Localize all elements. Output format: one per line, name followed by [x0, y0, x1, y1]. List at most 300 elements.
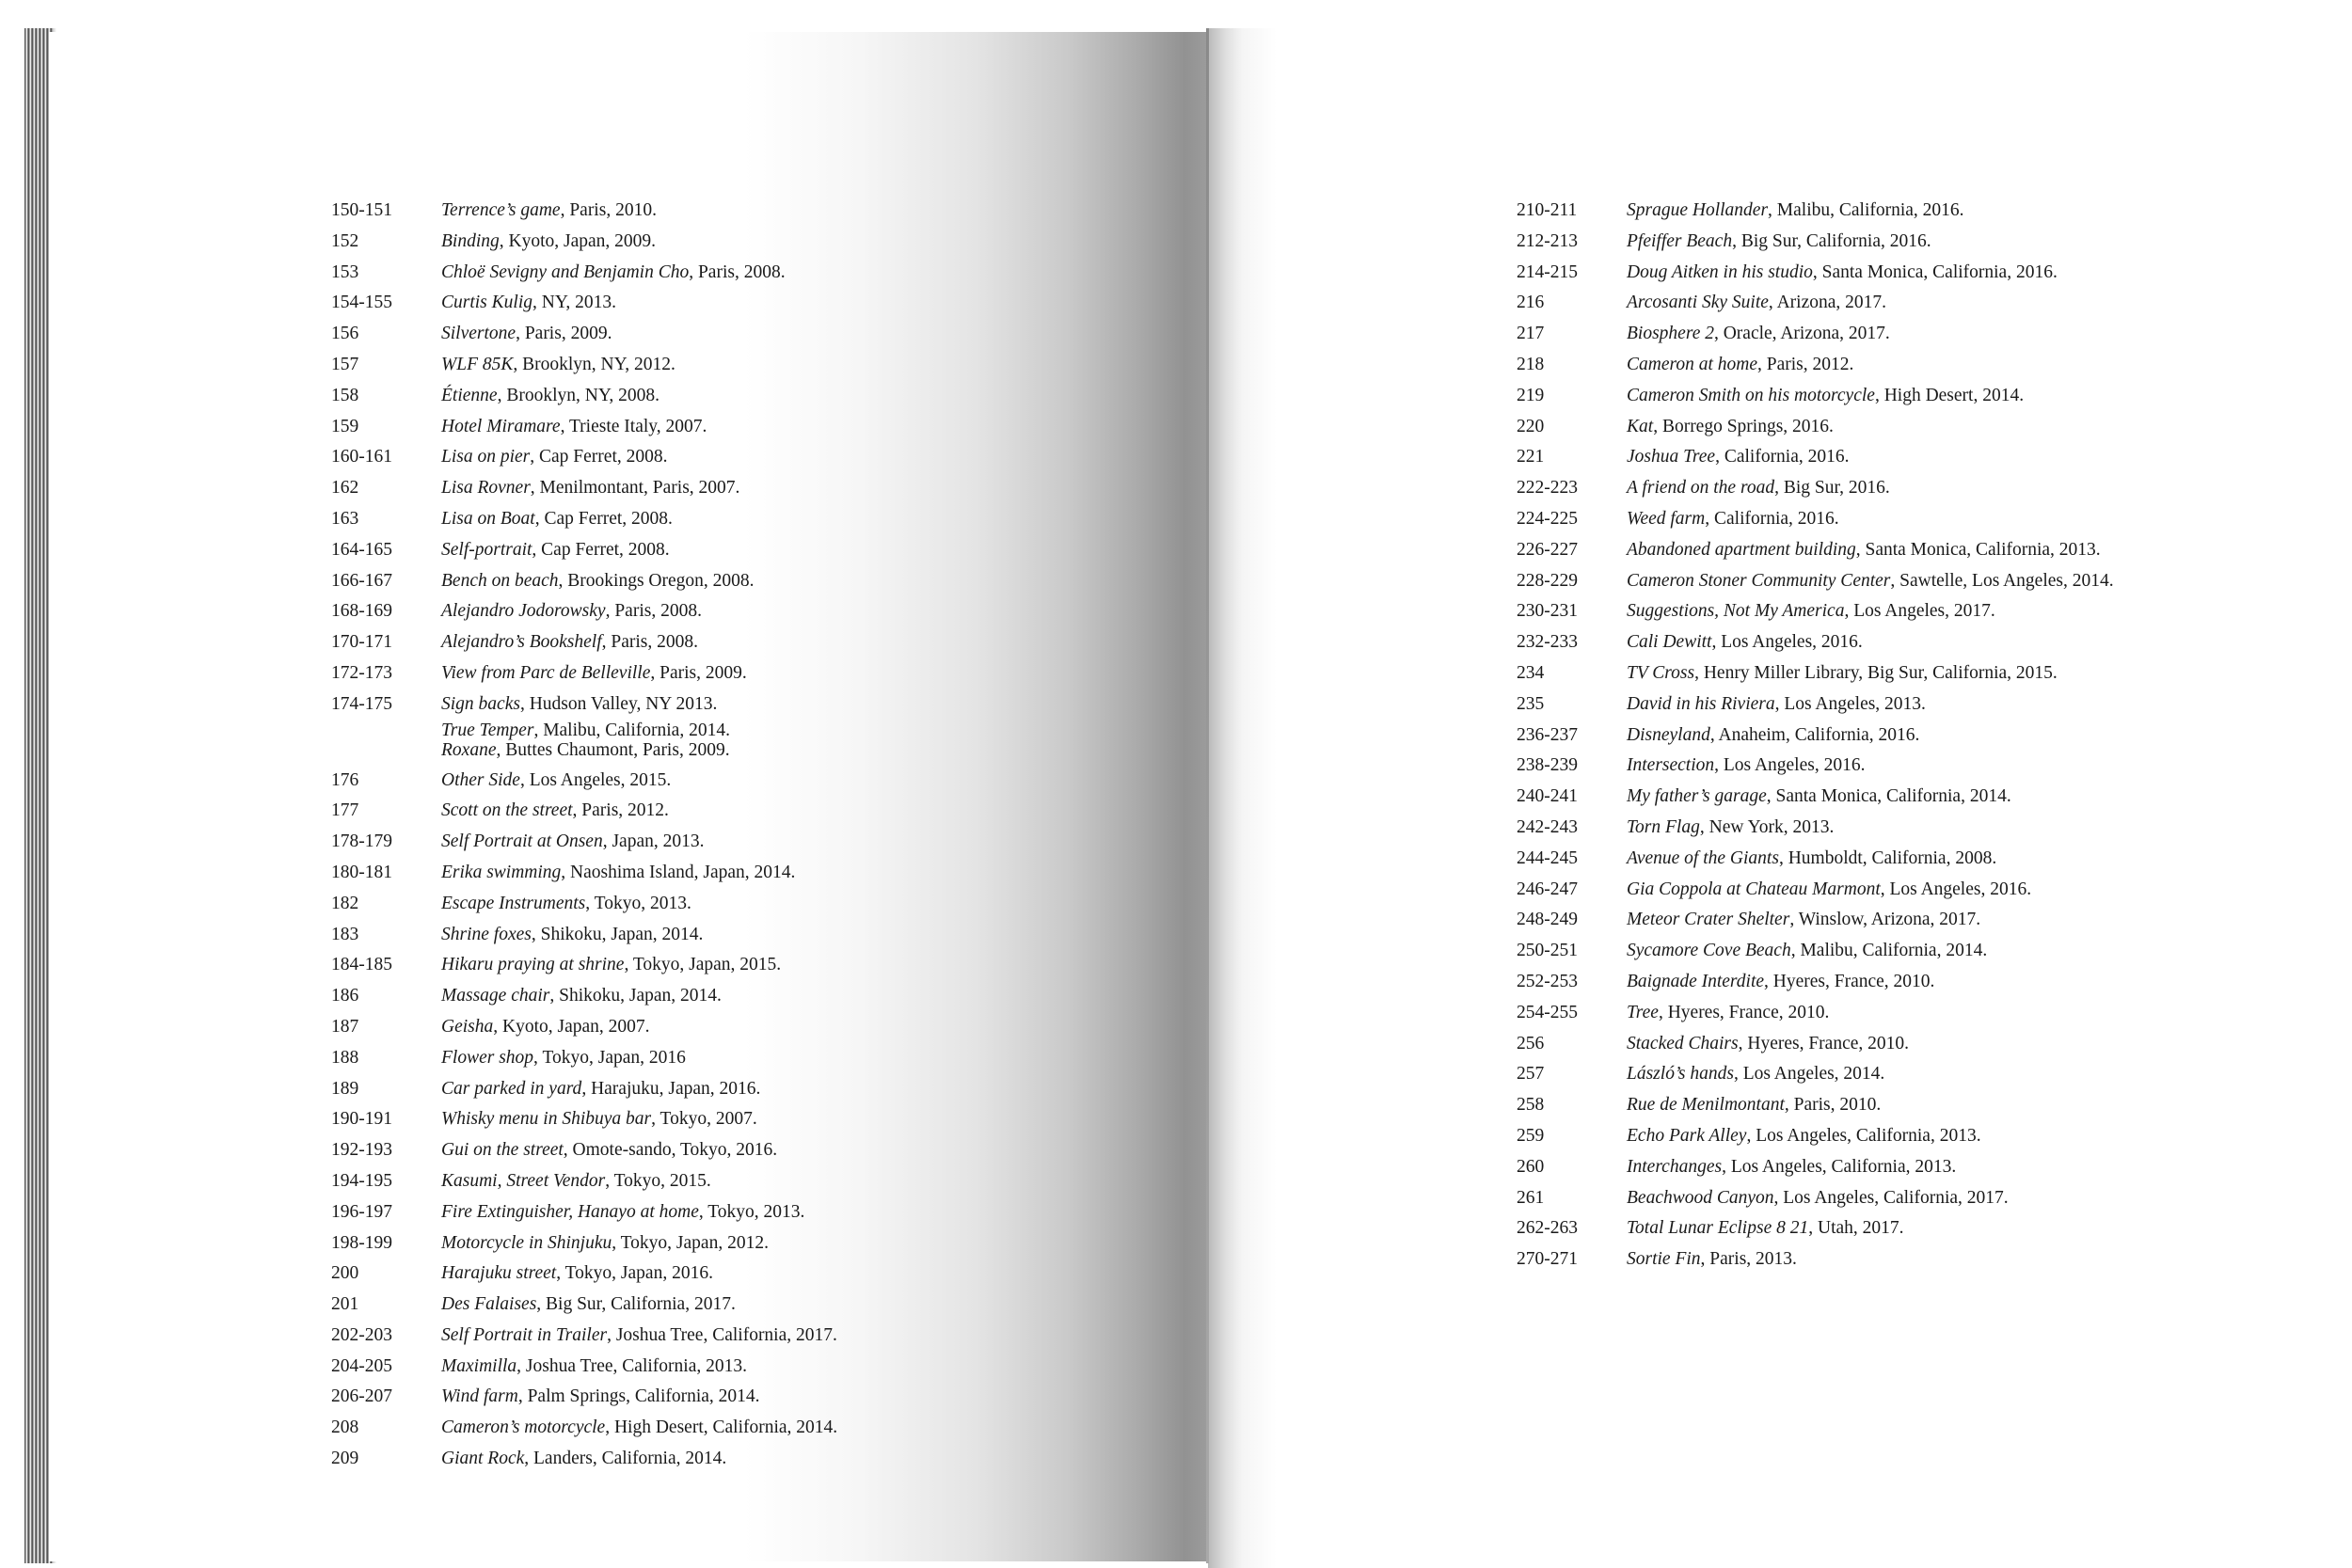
photo-title: Self-portrait [441, 539, 532, 560]
entry-page-numbers: 162 [331, 478, 359, 499]
entry-caption [441, 627, 837, 658]
caption-line [1627, 936, 2114, 967]
photo-title: Gia Coppola at Chateau Marmont [1627, 879, 1881, 899]
photo-location-date: , Big Sur, 2016. [1774, 478, 1890, 499]
caption-line [441, 504, 837, 535]
entry-page-numbers: 180-181 [331, 862, 392, 882]
photo-title: Joshua Tree [1627, 447, 1716, 467]
caption-line [441, 535, 837, 566]
left-plate-index [331, 196, 837, 1475]
caption-line [1627, 1244, 2114, 1275]
photo-title: Meteor Crater Shelter [1627, 910, 1790, 930]
photo-location-date: , Tokyo, Japan, 2012. [612, 1232, 769, 1253]
index-entry [1517, 721, 2114, 752]
entry-caption [441, 1104, 837, 1135]
index-entry [331, 1382, 837, 1413]
entry-caption [441, 504, 837, 535]
entry-caption [441, 827, 837, 858]
entry-caption [1627, 905, 2114, 936]
photo-title: David in his Riviera [1627, 693, 1775, 714]
entry-page-numbers: 210-211 [1517, 200, 1578, 220]
entry-caption [441, 1166, 837, 1197]
photo-location-date: , Borrego Springs, 2016. [1653, 416, 1834, 436]
index-entry [1517, 504, 2114, 535]
entry-page-numbers: 201 [331, 1294, 359, 1315]
photo-title: TV Cross [1627, 662, 1695, 683]
entry-page-numbers: 232-233 [1517, 632, 1578, 653]
caption-line [1627, 350, 2114, 381]
entry-page-numbers: 187 [331, 1016, 359, 1037]
caption-line [441, 1197, 837, 1228]
photo-location-date: , Joshua Tree, California, 2013. [516, 1355, 747, 1376]
photo-title: Intersection [1627, 755, 1715, 776]
photo-location-date: , Arizona, 2017. [1768, 293, 1887, 313]
entry-page-numbers: 270-271 [1517, 1249, 1578, 1270]
entry-page-numbers: 224-225 [1517, 508, 1578, 529]
entry-caption [1627, 1183, 2114, 1214]
photo-location-date: , Buttes Chaumont, Paris, 2009. [496, 739, 730, 760]
entry-caption [1627, 288, 2114, 319]
entry-caption [441, 442, 837, 473]
caption-line [1627, 905, 2114, 936]
entry-caption [441, 319, 837, 350]
photo-title: Pfeiffer Beach [1627, 230, 1733, 251]
entry-caption [441, 889, 837, 920]
entry-caption [1627, 1029, 2114, 1060]
photo-location-date: , Los Angeles, California, 2013. [1746, 1125, 1981, 1146]
photo-title: Echo Park Alley [1627, 1125, 1747, 1146]
caption-line [441, 1352, 837, 1383]
entry-caption [1627, 1152, 2114, 1183]
entry-caption [1627, 721, 2114, 752]
entry-page-numbers: 219 [1517, 385, 1545, 405]
entry-caption [441, 1012, 837, 1043]
entry-page-numbers: 246-247 [1517, 879, 1578, 899]
photo-title: Erika swimming [441, 862, 562, 882]
entry-caption [1627, 1244, 2114, 1275]
photo-location-date: , Cap Ferret, 2008. [530, 447, 668, 467]
photo-location-date: , Tokyo, 2013. [585, 893, 691, 913]
entry-caption [1627, 627, 2114, 658]
entry-caption [441, 412, 837, 443]
entry-caption [1627, 504, 2114, 535]
index-entry [331, 920, 837, 951]
index-entry [1517, 1213, 2114, 1244]
entry-page-numbers: 240-241 [1517, 786, 1578, 807]
entry-page-numbers: 242-243 [1517, 816, 1578, 837]
photo-title: Kasumi, Street Vendor [441, 1170, 606, 1191]
caption-line [1627, 751, 2114, 782]
photo-location-date: , Brookings Oregon, 2008. [558, 570, 755, 591]
photo-title: Maximilla [441, 1355, 517, 1376]
entry-page-numbers: 150-151 [331, 200, 392, 220]
caption-line [1627, 1183, 2114, 1214]
caption-line [441, 1259, 837, 1290]
photo-location-date: , Paris, 2008. [605, 601, 702, 622]
caption-line [1627, 1090, 2114, 1121]
photo-title: Cameron Stoner Community Center [1627, 570, 1891, 591]
caption-line [1627, 875, 2114, 906]
index-entry [331, 442, 837, 473]
entry-page-numbers: 200 [331, 1263, 359, 1284]
index-entry [1517, 473, 2114, 504]
caption-line [441, 381, 837, 412]
photo-title: Total Lunar Eclipse 8 21 [1627, 1218, 1809, 1239]
entry-page-numbers: 189 [331, 1078, 359, 1099]
photo-title: Arcosanti Sky Suite [1627, 293, 1769, 313]
entry-caption [441, 1259, 837, 1290]
index-entry [1517, 442, 2114, 473]
caption-line [1627, 844, 2114, 875]
photo-title: Alejandro’s Bookshelf [441, 632, 602, 653]
photo-title: Rue de Menilmontant [1627, 1095, 1785, 1116]
photo-title: Other Side [441, 769, 520, 790]
caption-line [441, 1043, 837, 1074]
photo-location-date: , Big Sur, California, 2016. [1732, 230, 1931, 251]
index-entry [331, 889, 837, 920]
photo-location-date: , Tokyo, 2015. [605, 1170, 711, 1191]
entry-caption [1627, 1059, 2114, 1090]
photo-location-date: , Paris, 2009. [650, 662, 747, 683]
photo-title: Hikaru praying at shrine [441, 955, 625, 975]
photo-title: A friend on the road [1627, 478, 1775, 499]
entry-caption [441, 288, 837, 319]
entry-caption [441, 920, 837, 951]
photo-location-date: , Tokyo, Japan, 2016 [533, 1047, 686, 1068]
index-entry [331, 658, 837, 689]
photo-location-date: , Henry Miller Library, Big Sur, California, 2015. [1694, 662, 2058, 683]
index-entry [1517, 782, 2114, 813]
caption-line [1627, 689, 2114, 721]
caption-line [1627, 535, 2114, 566]
photo-title: Suggestions, Not My America [1627, 601, 1845, 622]
entry-caption [1627, 998, 2114, 1029]
caption-line [441, 721, 837, 740]
entry-caption [1627, 258, 2114, 289]
caption-line [1627, 473, 2114, 504]
entry-caption [1627, 813, 2114, 844]
entry-page-numbers: 170-171 [331, 632, 392, 653]
caption-line [441, 1444, 837, 1475]
entry-caption [441, 1382, 837, 1413]
index-entry [331, 1290, 837, 1321]
index-entry [331, 1259, 837, 1290]
photo-title: Disneyland [1627, 724, 1710, 745]
photo-title: Car parked in yard [441, 1078, 582, 1099]
photo-location-date: , Cap Ferret, 2008. [534, 508, 673, 529]
caption-line [1627, 196, 2114, 227]
entry-page-numbers: 262-263 [1517, 1218, 1578, 1239]
photo-location-date: , Big Sur, California, 2017. [536, 1294, 736, 1315]
entry-page-numbers: 221 [1517, 447, 1545, 467]
photo-location-date: , Paris, 2012. [1757, 354, 1854, 374]
caption-line [441, 566, 837, 597]
caption-line [1627, 1029, 2114, 1060]
photo-location-date: , Shikoku, Japan, 2014. [549, 986, 722, 1006]
photo-title: Shrine foxes [441, 924, 532, 944]
caption-line [1627, 1152, 2114, 1183]
photo-title: Cali Dewitt [1627, 632, 1712, 653]
index-entry [331, 596, 837, 627]
entry-page-numbers: 183 [331, 924, 359, 944]
photo-location-date: , Oracle, Arizona, 2017. [1713, 324, 1890, 344]
entry-page-numbers: 158 [331, 385, 359, 405]
caption-line [441, 889, 837, 920]
caption-line [441, 950, 837, 981]
index-entry [331, 796, 837, 827]
photo-title: Cameron Smith on his motorcycle [1627, 385, 1875, 405]
index-entry [331, 1321, 837, 1352]
caption-line [1627, 227, 2114, 258]
photo-location-date: , Naoshima Island, Japan, 2014. [561, 862, 796, 882]
photo-title: Beachwood Canyon [1627, 1187, 1774, 1208]
entry-page-numbers: 230-231 [1517, 601, 1578, 622]
entry-caption [441, 596, 837, 627]
caption-line [441, 596, 837, 627]
index-entry [331, 1197, 837, 1228]
photo-title: Chloë Sevigny and Benjamin Cho [441, 261, 690, 282]
entry-page-numbers: 184-185 [331, 955, 392, 975]
photo-location-date: , Paris, 2008. [689, 261, 786, 282]
index-entry [331, 1012, 837, 1043]
entry-caption [441, 858, 837, 889]
photo-location-date: , Paris, 2010. [1784, 1095, 1882, 1116]
caption-line [441, 227, 837, 258]
entry-page-numbers: 208 [331, 1418, 359, 1438]
entry-caption [441, 1197, 837, 1228]
entry-page-numbers: 186 [331, 986, 359, 1006]
photo-location-date: , Anaheim, California, 2016. [1709, 724, 1920, 745]
entry-caption [441, 227, 837, 258]
photo-title: Alejandro Jodorowsky [441, 601, 606, 622]
entry-page-numbers: 156 [331, 324, 359, 344]
entry-caption [441, 1290, 837, 1321]
caption-line [1627, 258, 2114, 289]
caption-line [441, 412, 837, 443]
entry-caption [441, 950, 837, 981]
photo-title: Stacked Chairs [1627, 1033, 1739, 1053]
entry-caption [1627, 535, 2114, 566]
caption-line [1627, 782, 2114, 813]
photo-location-date: , Kyoto, Japan, 2009. [499, 230, 657, 251]
photo-location-date: , Harajuku, Japan, 2016. [581, 1078, 761, 1099]
index-entry [331, 566, 837, 597]
caption-line [1627, 1121, 2114, 1152]
caption-line [1627, 998, 2114, 1029]
index-entry [331, 689, 837, 766]
index-entry [1517, 566, 2114, 597]
index-entry [331, 381, 837, 412]
entry-page-numbers: 159 [331, 416, 359, 436]
caption-line [441, 827, 837, 858]
entry-caption [1627, 442, 2114, 473]
index-entry [331, 258, 837, 289]
photo-title: Lisa on Boat [441, 508, 535, 529]
entry-caption [1627, 412, 2114, 443]
photo-title: View from Parc de Belleville [441, 662, 651, 683]
entry-caption [441, 981, 837, 1012]
entry-page-numbers: 218 [1517, 354, 1545, 374]
photo-title: Giant Rock [441, 1449, 525, 1469]
photo-location-date: , Hyeres, France, 2010. [1764, 971, 1935, 991]
photo-location-date: , Tokyo, Japan, 2016. [556, 1263, 713, 1284]
index-entry [331, 858, 837, 889]
caption-line [441, 319, 837, 350]
entry-page-numbers: 216 [1517, 293, 1545, 313]
caption-line [1627, 504, 2114, 535]
photo-location-date: , Cap Ferret, 2008. [532, 539, 670, 560]
photo-title: Gui on the street [441, 1140, 564, 1161]
photo-location-date: , Los Angeles, 2014. [1733, 1064, 1885, 1085]
entry-caption [441, 1413, 837, 1444]
entry-caption [441, 766, 837, 797]
photo-location-date: , Santa Monica, California, 2014. [1766, 786, 2011, 807]
photo-title: Doug Aitken in his studio [1627, 261, 1813, 282]
index-entry [331, 227, 837, 258]
photo-title: Des Falaises [441, 1294, 537, 1315]
photo-location-date: , Los Angeles, 2015. [519, 769, 672, 790]
caption-line [441, 442, 837, 473]
index-entry [331, 1043, 837, 1074]
entry-page-numbers: 157 [331, 354, 359, 374]
index-entry [1517, 1244, 2114, 1275]
photo-location-date: , Santa Monica, California, 2013. [1855, 539, 2101, 560]
entry-page-numbers: 174-175 [331, 693, 392, 714]
entry-caption [1627, 473, 2114, 504]
photo-title: Sign backs [441, 693, 520, 714]
photo-title: Sortie Fin [1627, 1249, 1701, 1270]
entry-page-numbers: 164-165 [331, 539, 392, 560]
entry-caption [1627, 967, 2114, 998]
entry-caption [441, 689, 837, 760]
entry-page-numbers: 257 [1517, 1064, 1545, 1085]
index-entry [1517, 596, 2114, 627]
entry-caption [1627, 844, 2114, 875]
index-entry [1517, 751, 2114, 782]
index-entry [331, 473, 837, 504]
entry-caption [1627, 196, 2114, 227]
caption-line [441, 858, 837, 889]
photo-location-date: , Japan, 2013. [602, 832, 705, 852]
photo-location-date: , Los Angeles, California, 2013. [1722, 1156, 1957, 1177]
photo-location-date: , NY, 2013. [532, 293, 617, 313]
right-plate-index [1517, 196, 2114, 1275]
photo-title: Motorcycle in Shinjuku [441, 1232, 612, 1253]
entry-page-numbers: 258 [1517, 1095, 1545, 1116]
entry-page-numbers: 196-197 [331, 1201, 392, 1222]
entry-page-numbers: 178-179 [331, 832, 392, 852]
entry-caption [1627, 1090, 2114, 1121]
index-entry [331, 288, 837, 319]
photo-location-date: , Paris, 2010. [560, 200, 657, 220]
entry-caption [441, 796, 837, 827]
index-entry [1517, 905, 2114, 936]
photo-location-date: , Hyeres, France, 2010. [1738, 1033, 1910, 1053]
photo-location-date: , Paris, 2008. [601, 632, 698, 653]
index-entry [331, 766, 837, 797]
photo-title: Wind farm [441, 1386, 518, 1407]
photo-title: WLF 85K [441, 354, 514, 374]
photo-location-date: , Utah, 2017. [1808, 1218, 1904, 1239]
entry-caption [1627, 936, 2114, 967]
index-entry [1517, 319, 2114, 350]
index-entry [331, 350, 837, 381]
caption-line [1627, 721, 2114, 752]
photo-title: My father’s garage [1627, 786, 1767, 807]
photo-location-date: , Palm Springs, California, 2014. [517, 1386, 760, 1407]
photo-location-date: , Hudson Valley, NY 2013. [519, 693, 718, 714]
photo-location-date: , Tokyo, 2007. [651, 1109, 757, 1130]
photo-title: Self Portrait at Onsen [441, 832, 603, 852]
caption-line [441, 658, 837, 689]
entry-page-numbers: 194-195 [331, 1170, 392, 1191]
entry-page-numbers: 244-245 [1517, 847, 1578, 868]
photo-location-date: , Brooklyn, NY, 2008. [497, 385, 660, 405]
entry-caption [1627, 350, 2114, 381]
entry-caption [441, 535, 837, 566]
index-entry [1517, 258, 2114, 289]
entry-page-numbers: 234 [1517, 662, 1545, 683]
index-entry [331, 504, 837, 535]
index-entry [1517, 535, 2114, 566]
entry-page-numbers: 256 [1517, 1033, 1545, 1053]
book-gutter [1206, 28, 1209, 1563]
caption-line [441, 920, 837, 951]
photo-location-date: , Los Angeles, 2016. [1714, 755, 1866, 776]
photo-title: Harajuku street [441, 1263, 557, 1284]
photo-location-date: , Kyoto, Japan, 2007. [493, 1016, 650, 1037]
entry-caption [1627, 1213, 2114, 1244]
photo-location-date: , Paris, 2012. [572, 800, 669, 821]
photo-title: Kat [1627, 416, 1654, 436]
index-entry [331, 1352, 837, 1383]
entry-page-numbers: 152 [331, 230, 359, 251]
index-entry [331, 196, 837, 227]
caption-line [1627, 412, 2114, 443]
entry-caption [441, 566, 837, 597]
photo-location-date: , Hyeres, France, 2010. [1658, 1002, 1830, 1022]
entry-page-numbers: 226-227 [1517, 539, 1578, 560]
caption-line [441, 1321, 837, 1352]
photo-location-date: , High Desert, 2014. [1874, 385, 2025, 405]
entry-caption [1627, 566, 2114, 597]
caption-line [441, 1166, 837, 1197]
caption-line [441, 1228, 837, 1259]
caption-line [441, 1382, 837, 1413]
index-entry [331, 1104, 837, 1135]
photo-location-date: , Menilmontant, Paris, 2007. [530, 478, 740, 499]
photo-title: Étienne [441, 385, 498, 405]
photo-title: Cameron’s motorcycle [441, 1418, 606, 1438]
index-entry [331, 319, 837, 350]
photo-location-date: , Los Angeles, 2017. [1844, 601, 1995, 622]
index-entry [331, 627, 837, 658]
index-entry [331, 1166, 837, 1197]
entry-caption [1627, 381, 2114, 412]
entry-page-numbers: 220 [1517, 416, 1545, 436]
entry-page-numbers: 261 [1517, 1187, 1545, 1208]
photo-title: Massage chair [441, 986, 550, 1006]
entry-page-numbers: 166-167 [331, 570, 392, 591]
caption-line [441, 1074, 837, 1105]
photo-title: Bench on beach [441, 570, 559, 591]
entry-page-numbers: 228-229 [1517, 570, 1578, 591]
photo-title: Lisa on pier [441, 447, 531, 467]
entry-page-numbers: 177 [331, 800, 359, 821]
caption-line [1627, 566, 2114, 597]
entry-page-numbers: 252-253 [1517, 971, 1578, 991]
entry-caption [441, 1043, 837, 1074]
